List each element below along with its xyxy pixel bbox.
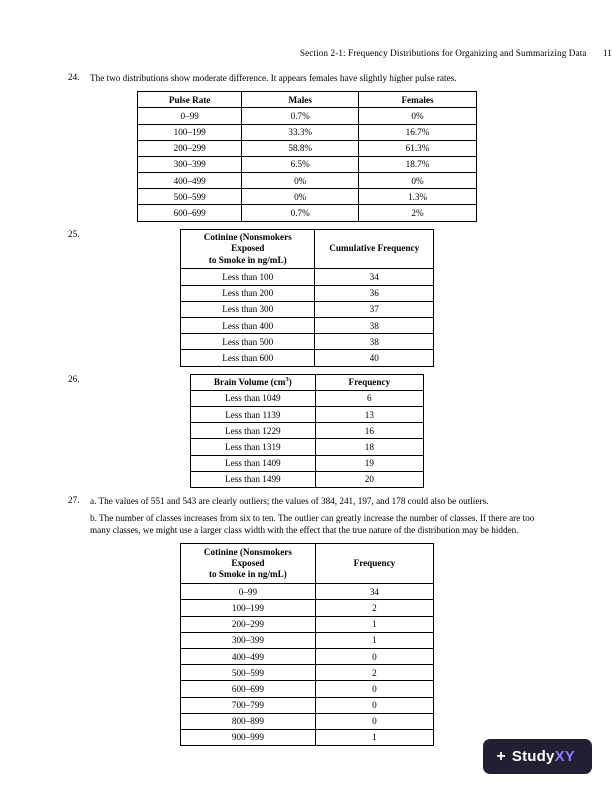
- table-row: [181, 697, 434, 713]
- page-content: [68, 72, 546, 753]
- table-header-row: [138, 92, 477, 108]
- column-header-cotinine: [181, 544, 316, 584]
- table-cell: Less than 200: [181, 285, 315, 301]
- plus-icon: +: [496, 747, 506, 765]
- table-header-row: [181, 229, 434, 269]
- table-cell: 0: [315, 648, 433, 664]
- column-header: Males: [242, 92, 359, 108]
- logo-text: [512, 748, 575, 765]
- table-row: [138, 173, 477, 189]
- table-cell: 16: [315, 423, 423, 439]
- table-cell: 1: [315, 616, 433, 632]
- table-row: [181, 665, 434, 681]
- table-row: [181, 318, 434, 334]
- column-header-line-1: Cotinine (Nonsmokers Exposed: [203, 232, 292, 254]
- table-row: [181, 648, 434, 664]
- page-header: [0, 48, 612, 58]
- item-text-24: The two distributions show moderate difference. It appears females have slightly higher pulse rates.: [90, 73, 457, 83]
- column-header-cotinine: [181, 229, 315, 269]
- item-number-26: 26.: [68, 373, 80, 384]
- table-27-wrapper: [68, 543, 546, 746]
- table-cell: 37: [315, 301, 434, 317]
- table-row: [191, 455, 424, 471]
- table-cell: 0–99: [138, 108, 242, 124]
- column-header-line-2: to Smoke in ng/mL): [208, 569, 287, 580]
- table-cell: 0%: [359, 108, 477, 124]
- column-header: Pulse Rate: [138, 92, 242, 108]
- table-cell: 2: [315, 665, 433, 681]
- table-cell: 500–599: [138, 189, 242, 205]
- table-cell: 200–299: [181, 616, 316, 632]
- table-cell: 100–199: [181, 600, 316, 616]
- table-row: [181, 334, 434, 350]
- column-header-cumulative-frequency: Cumulative Frequency: [315, 229, 434, 269]
- table-cell: 0.7%: [242, 205, 359, 221]
- table-cell: 200–299: [138, 140, 242, 156]
- column-header-brain-volume: [191, 374, 316, 390]
- column-header-tail: ): [288, 377, 292, 388]
- table-cell: 18: [315, 439, 423, 455]
- table-cell: 16.7%: [359, 124, 477, 140]
- table-row: [138, 108, 477, 124]
- table-cell: 0: [315, 713, 433, 729]
- table-cell: 61.3%: [359, 140, 477, 156]
- table-cell: 34: [315, 269, 434, 285]
- table-cell: 0%: [242, 173, 359, 189]
- table-row: [138, 205, 477, 221]
- table-cell: 13: [315, 406, 423, 422]
- item-text-27b: b. The number of classes increases from six to ten. The outlier can greatly increase the number of classes. If there are too many classes, we might use a larger class width with the effect that the true nature of the distribution may be hidden.: [90, 513, 535, 536]
- item-number-27: 27.: [68, 494, 80, 505]
- table-cell: 18.7%: [359, 156, 477, 172]
- cotinine-frequency-table: [180, 543, 434, 746]
- table-cell: 2: [315, 600, 433, 616]
- table-cell: 38: [315, 318, 434, 334]
- logo-text-main: Study: [511, 748, 555, 765]
- item-number-24: 24.: [68, 72, 80, 82]
- table-cell: 0: [315, 697, 433, 713]
- table-cell: 20: [315, 471, 423, 487]
- table-cell: 36: [315, 285, 434, 301]
- pulse-rate-distribution-table: [137, 91, 477, 222]
- table-row: [191, 406, 424, 422]
- table-cell: 600–699: [138, 205, 242, 221]
- table-cell: Less than 600: [181, 350, 315, 366]
- table-cell: 6.5%: [242, 156, 359, 172]
- table-cell: 500–599: [181, 665, 316, 681]
- table-cell: Less than 1139: [191, 406, 316, 422]
- table-row: [191, 471, 424, 487]
- table-cell: 2%: [359, 205, 477, 221]
- table-row: [181, 584, 434, 600]
- table-row: [181, 301, 434, 317]
- table-row: [138, 189, 477, 205]
- table-cell: 600–699: [181, 681, 316, 697]
- table-cell: 100–199: [138, 124, 242, 140]
- table-header-row: [181, 544, 434, 584]
- table-cell: 900–999: [181, 729, 316, 745]
- table-cell: 58.8%: [242, 140, 359, 156]
- table-cell: 0.7%: [242, 108, 359, 124]
- header-title: Section 2-1: Frequency Distributions for Organizing and Summarizing Data: [299, 48, 587, 58]
- table-cell: 400–499: [181, 648, 316, 664]
- studyxy-watermark-logo[interactable]: [483, 739, 592, 774]
- table-cell: 1.3%: [359, 189, 477, 205]
- table-cell: 1: [315, 632, 433, 648]
- table-cell: 6: [315, 390, 423, 406]
- table-row: [138, 124, 477, 140]
- table-cell: 34: [315, 584, 433, 600]
- column-header-line-2: to Smoke in ng/mL): [208, 254, 287, 265]
- item-text-27a: a. The values of 551 and 543 are clearly outliers; the values of 384, 241, 197, and 178 could also be outliers.: [90, 495, 489, 506]
- answer-item-27: [68, 495, 546, 536]
- table-row: [138, 140, 477, 156]
- table-cell: Less than 1319: [191, 439, 316, 455]
- logo-text-accent: XY: [554, 748, 575, 765]
- brain-volume-cumulative-frequency-table: [190, 374, 424, 488]
- table-row: [191, 390, 424, 406]
- table-cell: 38: [315, 334, 434, 350]
- table-cell: 33.3%: [242, 124, 359, 140]
- table-25-wrapper: [68, 229, 546, 367]
- table-cell: 0: [315, 681, 433, 697]
- table-cell: Less than 300: [181, 301, 315, 317]
- table-cell: 0%: [359, 173, 477, 189]
- table-cell: Less than 400: [181, 318, 315, 334]
- table-cell: 700–799: [181, 697, 316, 713]
- table-cell: Less than 500: [181, 334, 315, 350]
- column-header-exponent: 3: [285, 376, 289, 384]
- table-cell: 400–499: [138, 173, 242, 189]
- item-number-25: 25.: [68, 228, 80, 239]
- table-24-wrapper: [68, 91, 546, 222]
- table-header-row: [191, 374, 424, 390]
- table-cell: 0%: [242, 189, 359, 205]
- table-row: [191, 439, 424, 455]
- table-26-wrapper: [68, 374, 546, 488]
- table-cell: 1: [315, 729, 433, 745]
- table-cell: Less than 100: [181, 269, 315, 285]
- table-cell: 300–399: [138, 156, 242, 172]
- table-row: [138, 156, 477, 172]
- table-cell: 40: [315, 350, 434, 366]
- table-row: [181, 285, 434, 301]
- table-row: [181, 681, 434, 697]
- table-cell: Less than 1499: [191, 471, 316, 487]
- table-row: [181, 350, 434, 366]
- table-cell: 0–99: [181, 584, 316, 600]
- table-row: [181, 269, 434, 285]
- column-header-frequency: Frequency: [315, 544, 433, 584]
- cotinine-cumulative-frequency-table: [180, 229, 434, 367]
- table-row: [181, 729, 434, 745]
- table-row: [181, 632, 434, 648]
- table-cell: Less than 1229: [191, 423, 316, 439]
- table-cell: 300–399: [181, 632, 316, 648]
- table-row: [191, 423, 424, 439]
- table-cell: Less than 1049: [191, 390, 316, 406]
- column-header-line-1: Cotinine (Nonsmokers Exposed: [203, 546, 292, 569]
- column-header-text: Brain Volume (cm: [213, 377, 286, 388]
- table-row: [181, 600, 434, 616]
- column-header: Females: [359, 92, 477, 108]
- table-cell: 800–899: [181, 713, 316, 729]
- table-cell: Less than 1409: [191, 455, 316, 471]
- page-number: 11: [602, 48, 612, 58]
- table-row: [181, 616, 434, 632]
- table-cell: 19: [315, 455, 423, 471]
- answer-item-24: [68, 72, 546, 84]
- column-header-frequency: Frequency: [315, 374, 423, 390]
- table-row: [181, 713, 434, 729]
